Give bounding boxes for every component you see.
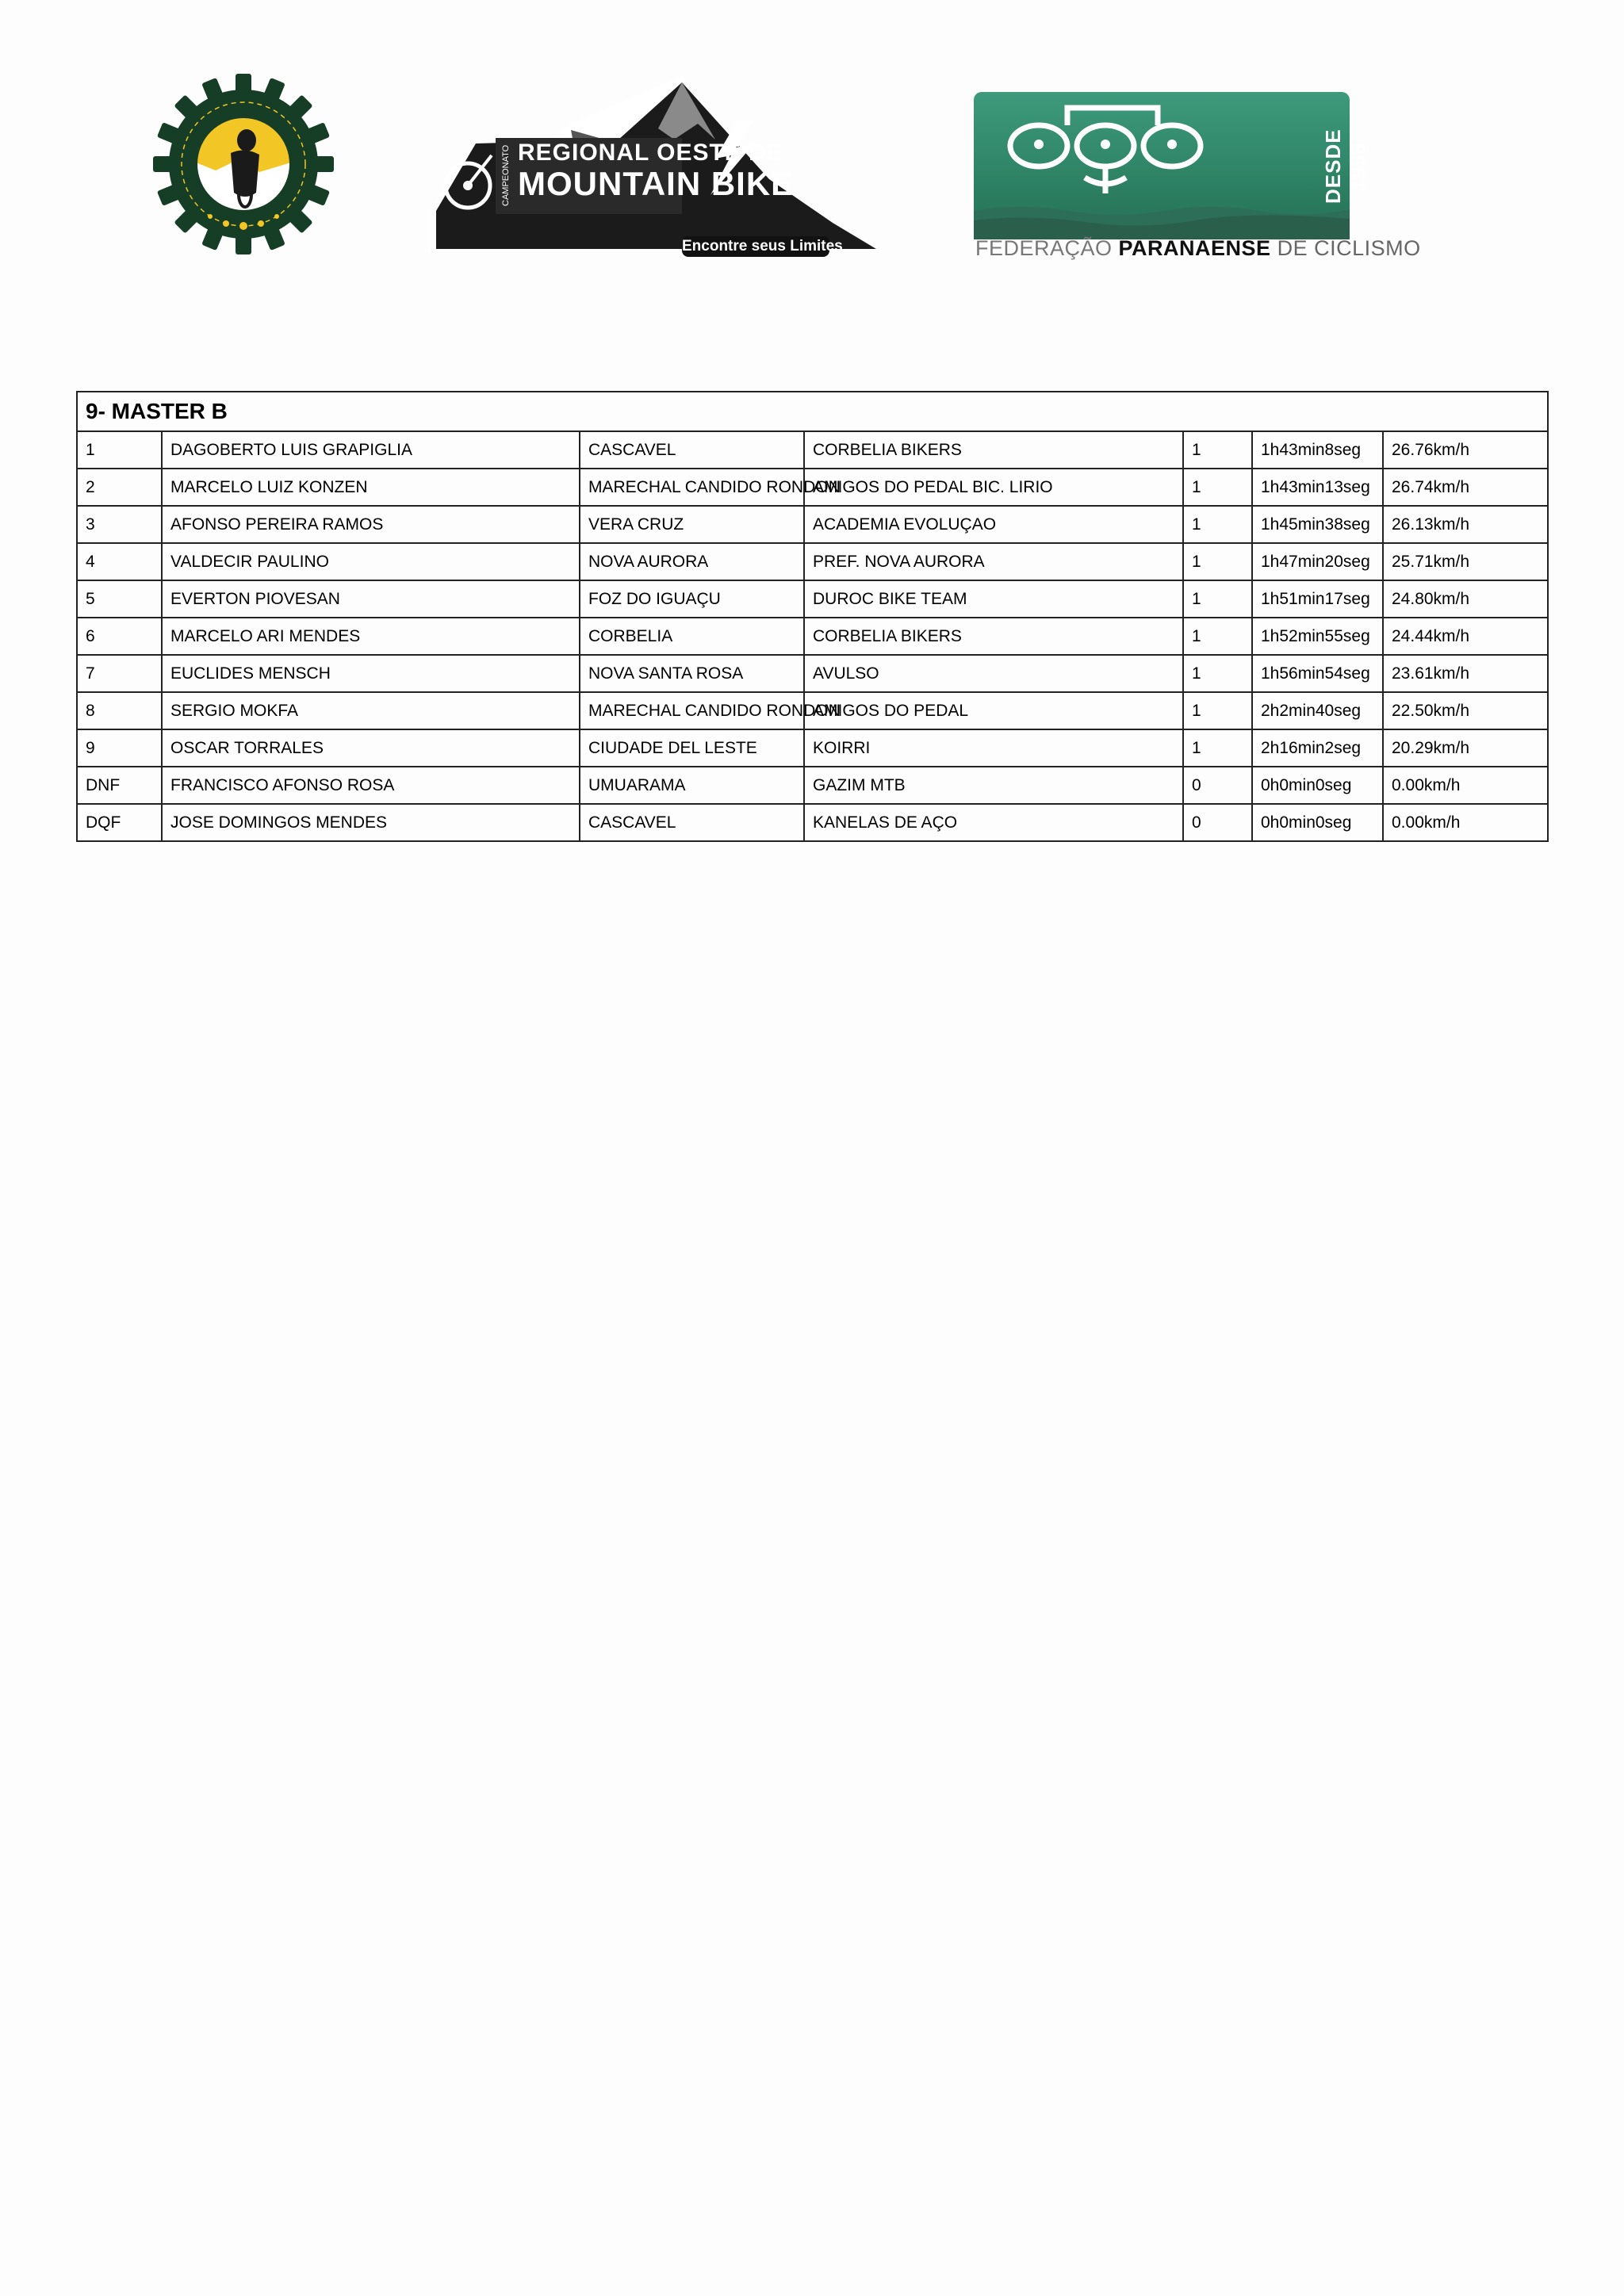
table-row [77, 804, 1548, 841]
laps-cell: 1 [1183, 729, 1252, 767]
team-cell: KOIRRI [804, 729, 1183, 767]
mtb-logo-line2: MOUNTAIN BIKE [518, 165, 795, 202]
speed-cell: 0.00km/h [1383, 804, 1548, 841]
team-cell: CORBELIA BIKERS [804, 618, 1183, 655]
laps-cell: 1 [1183, 655, 1252, 692]
team-cell: AMIGOS DO PEDAL BIC. LIRIO [804, 469, 1183, 506]
athlete-name-cell: AFONSO PEREIRA RAMOS [162, 506, 580, 543]
mtb-logo-small-line: CAMPEONATO [501, 144, 511, 206]
city-cell: CASCAVEL [580, 431, 804, 469]
athlete-name-cell: DAGOBERTO LUIS GRAPIGLIA [162, 431, 580, 469]
table-row [77, 431, 1548, 469]
athlete-name-cell: MARCELO LUIZ KONZEN [162, 469, 580, 506]
mtb-logo-title [496, 140, 794, 201]
team-cell: PREF. NOVA AURORA [804, 543, 1183, 580]
position-cell: DNF [77, 767, 162, 804]
fpc-logo-word1: FEDERAÇÃO [975, 236, 1113, 260]
time-cell: 0h0min0seg [1252, 804, 1383, 841]
athlete-name-cell: MARCELO ARI MENDES [162, 618, 580, 655]
position-cell: 6 [77, 618, 162, 655]
athlete-name-cell: VALDECIR PAULINO [162, 543, 580, 580]
laps-cell: 1 [1183, 692, 1252, 729]
laps-cell: 0 [1183, 767, 1252, 804]
table-row [77, 618, 1548, 655]
athlete-name-cell: OSCAR TORRALES [162, 729, 580, 767]
mtb-logo-line1: REGIONAL OESTE DE [518, 140, 783, 166]
position-cell: DQF [77, 804, 162, 841]
position-cell: 8 [77, 692, 162, 729]
speed-cell: 22.50km/h [1383, 692, 1548, 729]
athlete-name-cell: JOSE DOMINGOS MENDES [162, 804, 580, 841]
speed-cell: 26.13km/h [1383, 506, 1548, 543]
time-cell: 1h51min17seg [1252, 580, 1383, 618]
fpc-logo-word3: DE CICLISMO [1277, 236, 1421, 260]
speed-cell: 23.61km/h [1383, 655, 1548, 692]
time-cell: 1h56min54seg [1252, 655, 1383, 692]
time-cell: 1h43min13seg [1252, 469, 1383, 506]
fpc-logo-caption [975, 236, 1421, 261]
speed-cell: 26.76km/h [1383, 431, 1548, 469]
team-cell: ACADEMIA EVOLUÇAO [804, 506, 1183, 543]
team-cell: DUROC BIKE TEAM [804, 580, 1183, 618]
city-cell: NOVA AURORA [580, 543, 804, 580]
laps-cell: 1 [1183, 580, 1252, 618]
speed-cell: 0.00km/h [1383, 767, 1548, 804]
laps-cell: 1 [1183, 543, 1252, 580]
speed-cell: 25.71km/h [1383, 543, 1548, 580]
athlete-name-cell: SERGIO MOKFA [162, 692, 580, 729]
category-header-row [77, 392, 1548, 431]
table-row [77, 506, 1548, 543]
athlete-name-cell: EUCLIDES MENSCH [162, 655, 580, 692]
gear-emblem-graphic [152, 73, 335, 255]
athlete-name-cell: FRANCISCO AFONSO ROSA [162, 767, 580, 804]
athlete-name-cell: EVERTON PIOVESAN [162, 580, 580, 618]
laps-cell: 1 [1183, 431, 1252, 469]
laps-cell: 1 [1183, 618, 1252, 655]
laps-cell: 1 [1183, 469, 1252, 506]
fpc-emblem-icon [974, 92, 1369, 239]
time-cell: 1h52min55seg [1252, 618, 1383, 655]
position-cell: 1 [77, 431, 162, 469]
speed-cell: 24.44km/h [1383, 618, 1548, 655]
laps-cell: 1 [1183, 506, 1252, 543]
team-cell: AMIGOS DO PEDAL [804, 692, 1183, 729]
table-row [77, 543, 1548, 580]
city-cell: MARECHAL CANDIDO RONDON [580, 692, 804, 729]
fpc-logo-word2: PARANAENSE [1118, 236, 1271, 260]
club-gear-emblem [152, 73, 335, 255]
city-cell: UMUARAMA [580, 767, 804, 804]
position-cell: 7 [77, 655, 162, 692]
category-title: 9- MASTER B [77, 392, 1548, 431]
position-cell: 3 [77, 506, 162, 543]
table-row [77, 580, 1548, 618]
time-cell: 1h43min8seg [1252, 431, 1383, 469]
results-body [77, 431, 1548, 841]
table-row [77, 692, 1548, 729]
regional-oeste-mtb-logo [420, 76, 880, 266]
results-table [76, 391, 1549, 842]
city-cell: CASCAVEL [580, 804, 804, 841]
laps-cell: 0 [1183, 804, 1252, 841]
position-cell: 5 [77, 580, 162, 618]
team-cell: GAZIM MTB [804, 767, 1183, 804]
time-cell: 0h0min0seg [1252, 767, 1383, 804]
table-row [77, 729, 1548, 767]
team-cell: CORBELIA BIKERS [804, 431, 1183, 469]
table-row [77, 469, 1548, 506]
position-cell: 4 [77, 543, 162, 580]
city-cell: CIUDADE DEL LESTE [580, 729, 804, 767]
city-cell: VERA CRUZ [580, 506, 804, 543]
time-cell: 2h2min40seg [1252, 692, 1383, 729]
city-cell: NOVA SANTA ROSA [580, 655, 804, 692]
speed-cell: 24.80km/h [1383, 580, 1548, 618]
table-row [77, 655, 1548, 692]
speed-cell: 20.29km/h [1383, 729, 1548, 767]
city-cell: MARECHAL CANDIDO RONDON [580, 469, 804, 506]
city-cell: CORBELIA [580, 618, 804, 655]
table-row [77, 767, 1548, 804]
team-cell: AVULSO [804, 655, 1183, 692]
position-cell: 2 [77, 469, 162, 506]
fpc-logo-year: DESDE 1953 [1321, 128, 1369, 205]
time-cell: 1h45min38seg [1252, 506, 1383, 543]
city-cell: FOZ DO IGUAÇU [580, 580, 804, 618]
fpc-logo-badge [974, 92, 1369, 239]
time-cell: 1h47min20seg [1252, 543, 1383, 580]
team-cell: KANELAS DE AÇO [804, 804, 1183, 841]
speed-cell: 26.74km/h [1383, 469, 1548, 506]
mtb-logo-tagline: Encontre seus Limites [682, 236, 829, 257]
fpc-logo [974, 92, 1421, 268]
position-cell: 9 [77, 729, 162, 767]
time-cell: 2h16min2seg [1252, 729, 1383, 767]
